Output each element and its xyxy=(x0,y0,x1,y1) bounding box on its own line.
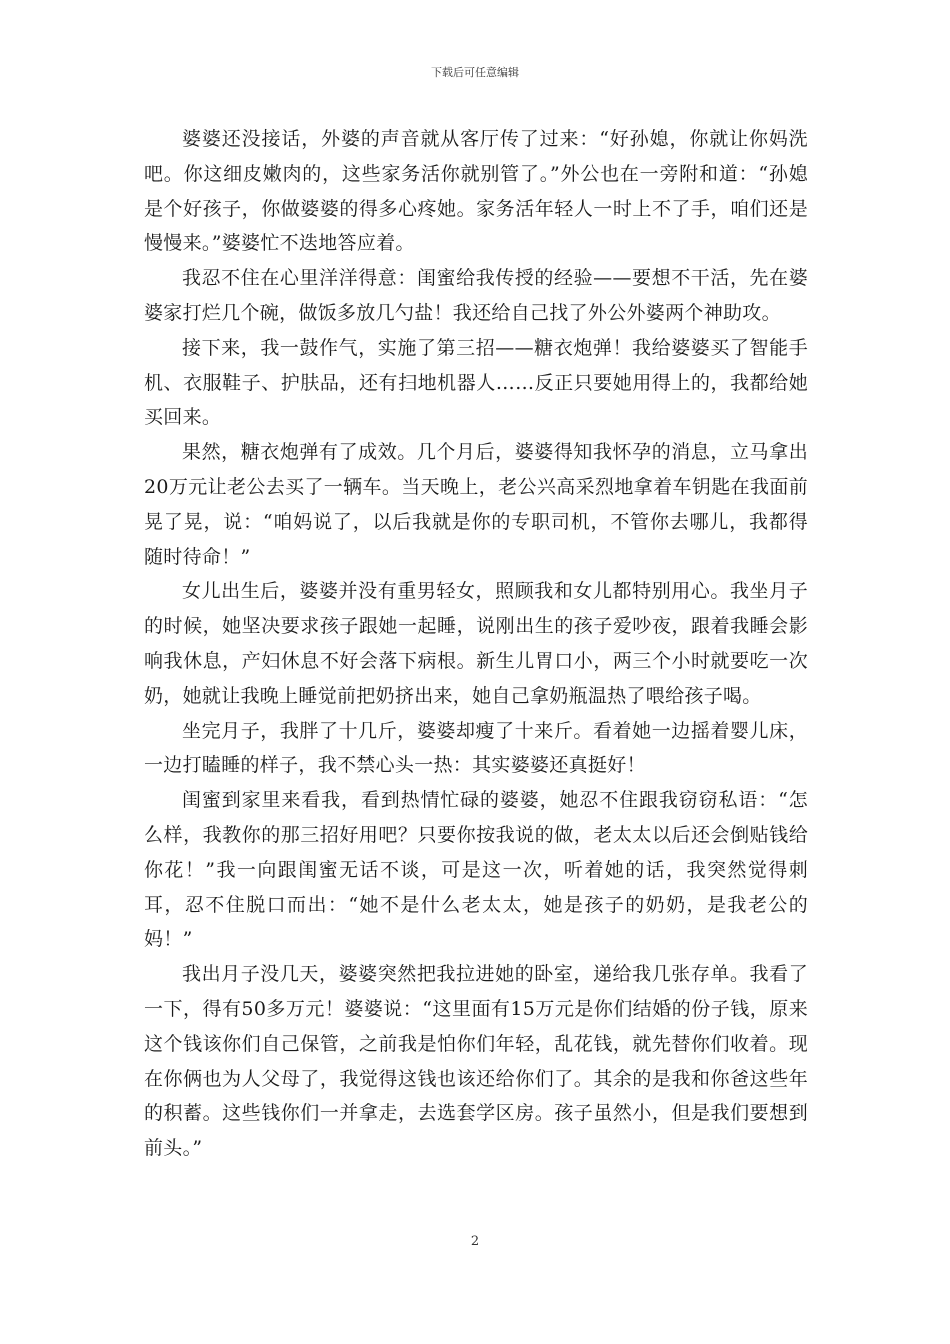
body-paragraph: 我出月子没几天，婆婆突然把我拉进她的卧室，递给我几张存单。我看了一下，得有50多万元！婆婆说：“这里面有15万元是你们结婚的份子钱，原来这个钱该你们自己保管，之前我是怕你们年轻，乱花钱，就先替你们收着。现在你俩也为人父母了，我觉得这钱也该还给你们了。其余的是我和你爸这些年的积蓄。这些钱你们一并拿走，去选套学区房。孩子虽然小，但是我们要想到前头。” xyxy=(144,963,808,1160)
page-header: 下载后可任意编辑 xyxy=(431,66,519,79)
body-paragraph: 接下来，我一鼓作气，实施了第三招——糖衣炮弹！我给婆婆买了智能手机、衣服鞋子、护肤品，还有扫地机器人……反正只要她用得上的，我都给她买回来。 xyxy=(144,336,808,429)
body-paragraph: 我忍不住在心里洋洋得意：闺蜜给我传授的经验——要想不干活，先在婆婆家打烂几个碗，做饭多放几勺盐！我还给自己找了外公外婆两个神助攻。 xyxy=(144,267,808,324)
body-paragraph: 坐完月子，我胖了十几斤，婆婆却瘦了十来斤。看着她一边摇着婴儿床，一边打瞌睡的样子，我不禁心头一热：其实婆婆还真挺好！ xyxy=(144,719,808,777)
body-paragraph: 女儿出生后，婆婆并没有重男轻女，照顾我和女儿都特别用心。我坐月子的时候，她坚决要求孩子跟她一起睡，说刚出生的孩子爱吵夜，跟着我睡会影响我休息，产妇休息不好会落下病根。新生儿胃口小，两三个小时就要吃一次奶，她就让我晚上睡觉前把奶挤出来，她自己拿奶瓶温热了喂给孩子喝。 xyxy=(144,580,808,707)
body-paragraph: 果然，糖衣炮弹有了成效。几个月后，婆婆得知我怀孕的消息，立马拿出20万元让老公去买了一辆车。当天晚上，老公兴高采烈地拿着车钥匙在我面前晃了晃，说：“咱妈说了，以后我就是你的专职司机，不管你去哪儿，我都得随时待命！” xyxy=(144,441,808,568)
body-paragraph: 婆婆还没接话，外婆的声音就从客厅传了过来：“好孙媳，你就让你妈洗吧。你这细皮嫩肉的，这些家务活你就别管了。”外公也在一旁附和道：“孙媳是个好孩子，你做婆婆的得多心疼她。家务活年轻人一时上不了手，咱们还是慢慢来。”婆婆忙不迭地答应着。 xyxy=(144,128,808,255)
page-number: 2 xyxy=(470,1234,480,1249)
document-body xyxy=(144,122,808,1166)
body-paragraph: 闺蜜到家里来看我，看到热情忙碌的婆婆，她忍不住跟我窃窃私语：“怎么样，我教你的那三招好用吧？只要你按我说的做，老太太以后还会倒贴钱给你花！”我一向跟闺蜜无话不谈，可是这一次，听着她的话，我突然觉得刺耳，忍不住脱口而出：“她不是什么老太太，她是孩子的奶奶，是我老公的妈！” xyxy=(144,789,808,951)
